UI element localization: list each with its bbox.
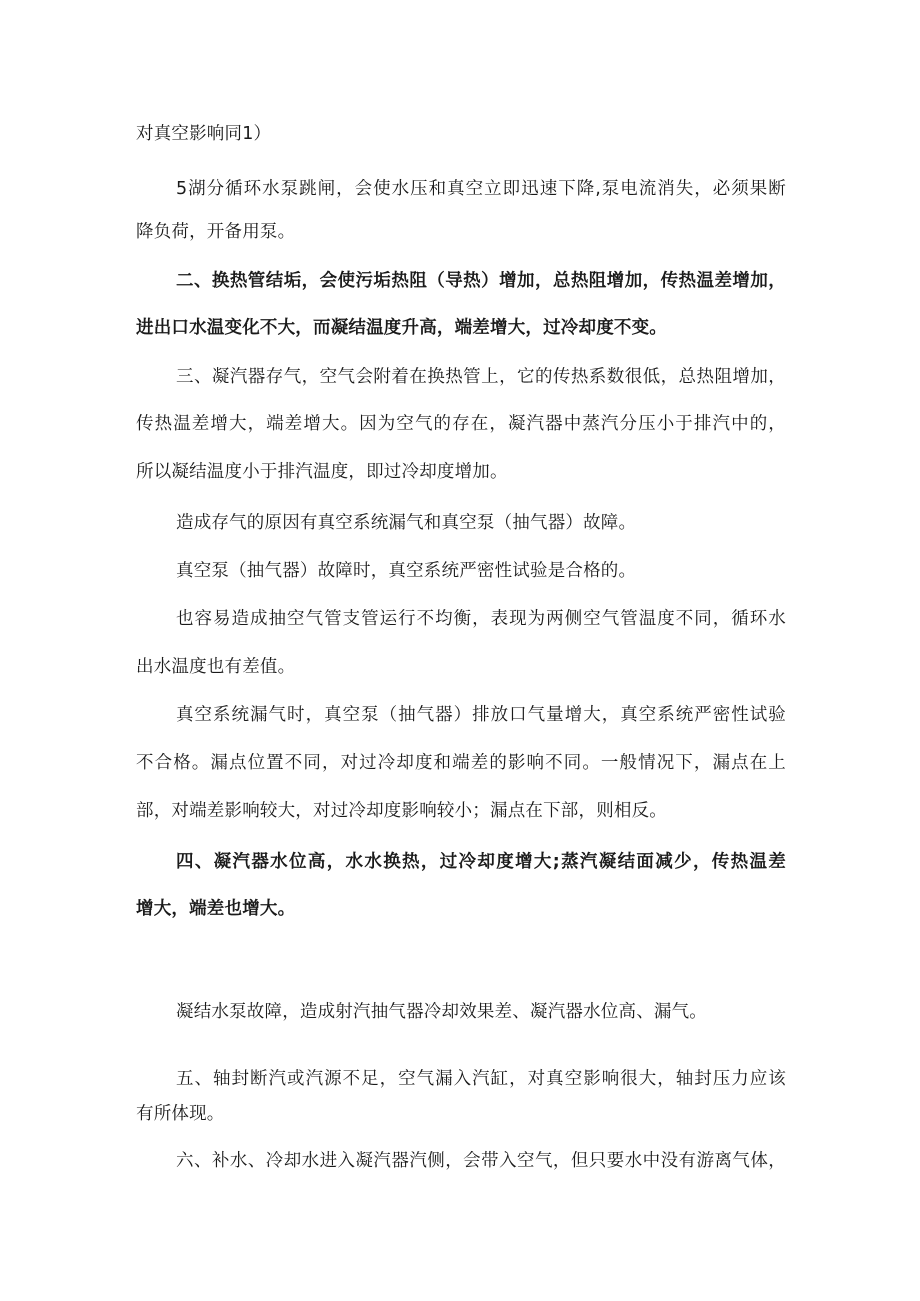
text-line: 也容易造成抽空气管支管运行不均衡，表现为两侧空气管温度不同，循环水 — [176, 609, 786, 629]
text-line: 部，对端差影响较大，对过冷却度影响较小；漏点在下部，则相反。 — [136, 801, 667, 821]
text-line: 四、凝汽器水位高，水水换热，过冷却度增大;蒸汽凝结面减少，传热温差 — [176, 852, 786, 872]
text-line: 真空泵（抽气器）故障时，真空系统严密性试验是合格的。 — [176, 561, 637, 581]
text-line: 三、凝汽器存气，空气会附着在换热管上，它的传热系数很低，总热阻增加， — [176, 367, 786, 387]
text-line: 二、换热管结垢，会使污垢热阻（导热）增加，总热阻增加，传热温差增加， — [176, 271, 786, 291]
text-line: 六、补水、冷却水进入凝汽器汽侧，会带入空气，但只要水中没有游离气体， — [176, 1151, 786, 1171]
text-line: 不合格。漏点位置不同，对过冷却度和端差的影响不同。一般情况下，漏点在上 — [136, 753, 786, 773]
text-line: 增大，端差也增大。 — [136, 899, 296, 919]
text-line: 造成存气的原因有真空系统漏气和真空泵（抽气器）故障。 — [176, 513, 637, 533]
text-line: 进出口水温变化不大，而凝结温度升高，端差增大，过冷却度不变。 — [136, 318, 667, 338]
text-line: 5湖分循环水泵跳闸，会使水压和真空立即迅速下降,泵电流消失，必须果断 — [176, 179, 786, 199]
text-line: 出水温度也有差值。 — [136, 657, 296, 677]
text-line: 传热温差增大，端差增大。因为空气的存在，凝汽器中蒸汽分压小于排汽中的， — [136, 414, 786, 434]
text-line: 对真空影响同1） — [136, 124, 272, 144]
text-line: 有所体现。 — [136, 1104, 225, 1124]
text-line: 五、轴封断汽或汽源不足，空气漏入汽缸，对真空影响很大，轴封压力应该 — [176, 1069, 786, 1089]
text-line: 降负荷，开备用泵。 — [136, 222, 296, 242]
text-line: 真空系统漏气时，真空泵（抽气器）排放口气量增大，真空系统严密性试验 — [176, 705, 786, 725]
text-line: 所以凝结温度小于排汽温度，即过冷却度增加。 — [136, 462, 508, 482]
text-line: 凝结水泵故障，造成射汽抽气器冷却效果差、凝汽器水位高、漏气。 — [176, 1002, 707, 1022]
